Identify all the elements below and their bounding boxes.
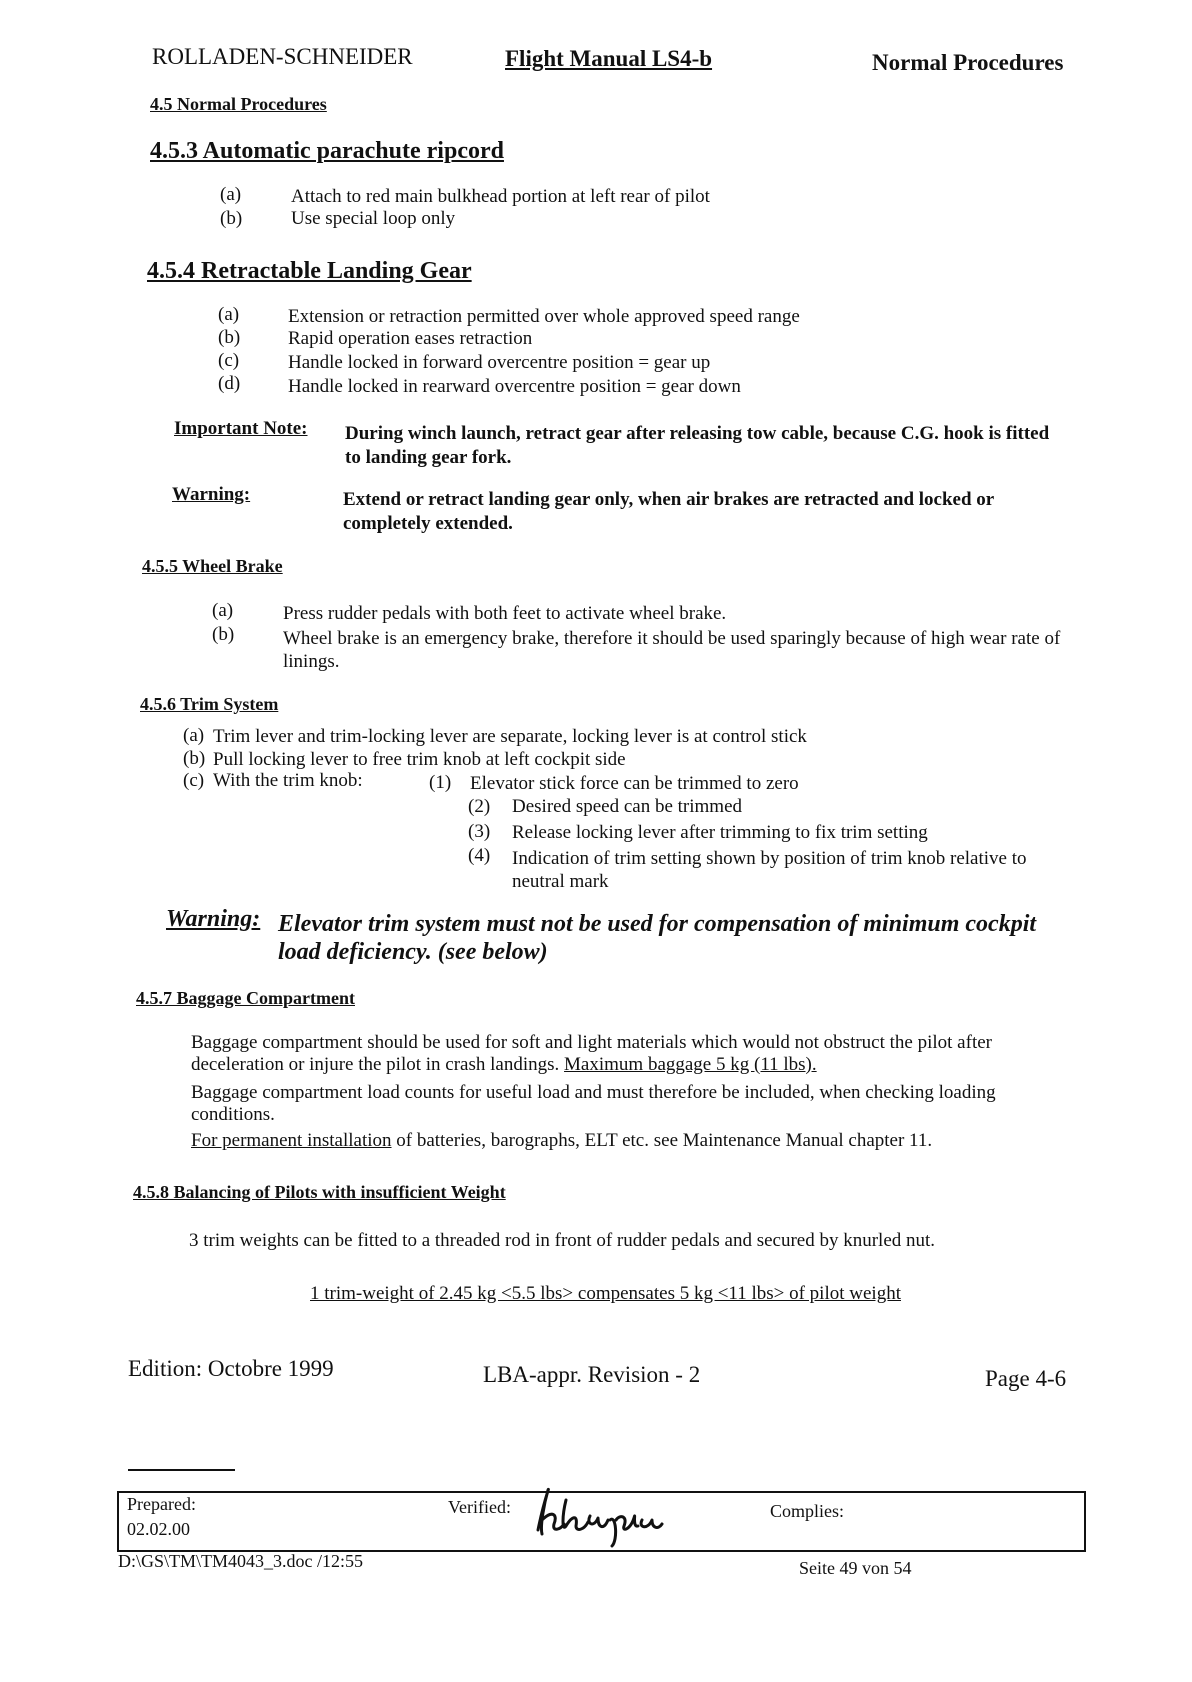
list-marker: (d) [218,373,241,394]
footer-edition: Edition: Octobre 1999 [128,1356,334,1381]
baggage-load-paragraph: Baggage compartment load counts for useful load and must therefore be included, when checking loading conditions. [191,1082,996,1125]
trim-weight-compensation: 1 trim-weight of 2.45 kg <5.5 lbs> compensates 5 kg <11 lbs> of pilot weight [310,1283,901,1304]
section-456-title: 4.5.6 Trim System [140,694,279,714]
trim-weights-text: 3 trim weights can be fitted to a threaded rod in front of rudder pedals and secured by knurled nut. [189,1230,936,1251]
list-marker: (b) [183,748,206,769]
list-marker: (c) [183,770,205,791]
section-453-title: 4.5.3 Automatic parachute ripcord [150,138,504,164]
list-marker: (a) [212,600,234,621]
prepared-label: Prepared: [127,1494,196,1514]
warning-text: Extend or retract landing gear only, when air brakes are retracted and locked or completely extended. [343,489,994,534]
section-454-title: 4.5.4 Retractable Landing Gear [147,258,472,284]
installation-paragraph [191,1130,932,1152]
list-marker: (b) [218,327,241,348]
list-item: Trim lever and trim-locking lever are separate, locking lever is at control stick [213,726,807,747]
list-item: Press rudder pedals with both feet to activate wheel brake. [283,603,727,624]
section-457-title: 4.5.7 Baggage Compartment [136,988,355,1008]
list-item: Pull locking lever to free trim knob at left cockpit side [213,749,626,770]
trim-warning-text: Elevator trim system must not be used for compensation of minimum cockpit load deficiency. (see below) [278,911,1037,965]
list-item: Handle locked in forward overcentre position = gear up [288,352,711,373]
baggage-max: Maximum baggage 5 kg (11 lbs). [564,1054,817,1075]
footer-approval: LBA-appr. Revision - 2 [483,1362,701,1387]
sublist-marker: (4) [468,845,491,866]
header-manual: Flight Manual LS4-b [505,46,713,71]
important-note-label: Important Note: [174,418,308,439]
installation-link-text: For permanent installation [191,1130,392,1151]
list-marker: (b) [220,208,243,229]
sublist-item: Elevator stick force can be trimmed to zero [470,773,799,794]
list-marker: (b) [212,624,235,645]
list-marker: (a) [183,725,205,746]
sublist-marker: (2) [468,796,491,817]
sublist-marker: (1) [429,772,452,793]
section-455-title: 4.5.5 Wheel Brake [142,556,283,576]
footnote-rule [128,1469,235,1471]
section-main-title: 4.5 Normal Procedures [150,94,327,114]
verified-label: Verified: [448,1497,511,1517]
baggage-paragraph [191,1032,1076,1076]
list-item: Rapid operation eases retraction [288,328,533,349]
sublist-marker: (3) [468,821,491,842]
signature-image [532,1480,672,1550]
header-chapter: Normal Procedures [872,50,1064,75]
file-path: D:\GS\TM\TM4043_3.doc /12:55 [118,1551,364,1571]
section-458-title: 4.5.8 Balancing of Pilots with insufficient Weight [133,1182,506,1202]
prepared-date: 02.02.00 [127,1519,190,1539]
list-marker: (a) [220,184,242,205]
list-item: With the trim knob: [213,770,363,791]
complies-label: Complies: [770,1501,845,1521]
warning-label: Warning: [172,484,251,505]
list-item: Wheel brake is an emergency brake, therefore it should be used sparingly because of high wear rate of linings. [283,628,1061,672]
list-item: Handle locked in rearward overcentre position = gear down [288,376,741,397]
list-item: Attach to red main bulkhead portion at left rear of pilot [291,186,710,207]
sublist-item: Release locking lever after trimming to fix trim setting [512,822,928,843]
list-item: Use special loop only [291,208,456,229]
header-company: ROLLADEN-SCHNEIDER [152,44,413,69]
baggage-text: Baggage compartment should be used for soft and light materials which would not obstruct the pilot after deceleration or injure the pilot in crash landings. [191,1032,992,1075]
important-note-text: During winch launch, retract gear after releasing tow cable, because C.G. hook is fitted to landing gear fork. [345,423,1050,468]
sublist-item: Indication of trim setting shown by position of trim knob relative to neutral mark [512,848,1027,892]
sheet-number: Seite 49 von 54 [799,1558,912,1578]
list-marker: (c) [218,350,240,371]
trim-warning-label: Warning: [166,906,261,932]
list-marker: (a) [218,304,240,325]
installation-text: of batteries, barographs, ELT etc. see Maintenance Manual chapter 11. [391,1130,933,1151]
sublist-item: Desired speed can be trimmed [512,796,743,817]
list-item: Extension or retraction permitted over whole approved speed range [288,306,800,327]
footer-page: Page 4-6 [985,1366,1067,1391]
